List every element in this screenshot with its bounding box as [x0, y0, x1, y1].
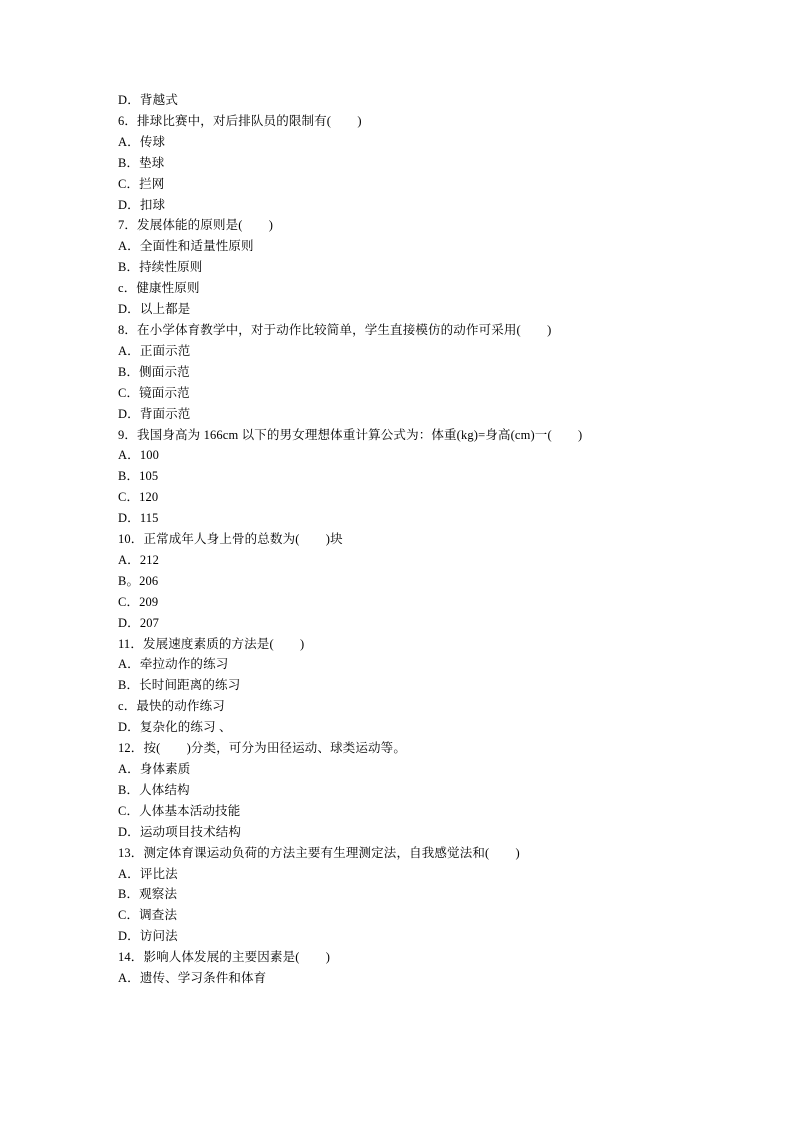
- question-line: 11．发展速度素质的方法是( ): [118, 636, 305, 651]
- option-line: C．调查法: [118, 908, 178, 923]
- option-line: D．扣球: [118, 197, 166, 212]
- option-line: B．长时间距离的练习: [118, 678, 241, 693]
- option-line: C．120: [118, 490, 159, 505]
- option-line: A．传球: [118, 134, 166, 149]
- option-line: A．遗传、学习条件和体育: [118, 971, 267, 986]
- option-line: B．持续性原则: [118, 260, 203, 275]
- option-line: A．评比法: [118, 866, 178, 881]
- option-line: A．全面性和适量性原则: [118, 239, 254, 254]
- question-line: 14．影响人体发展的主要因素是( ): [118, 950, 331, 965]
- option-line: D．背面示范: [118, 406, 191, 421]
- option-line: D．以上都是: [118, 302, 191, 317]
- option-line: B．垫球: [118, 155, 165, 170]
- question-line: 7．发展体能的原则是( ): [118, 218, 274, 233]
- option-line: D．访问法: [118, 929, 178, 944]
- question-line: 6．排球比赛中，对后排队员的限制有( ): [118, 113, 362, 128]
- option-line: C．人体基本活动技能: [118, 803, 241, 818]
- question-line: 8．在小学体育教学中，对于动作比较简单，学生直接模仿的动作可采用( ): [118, 322, 552, 337]
- option-line: C．拦网: [118, 176, 165, 191]
- option-line: D．复杂化的练习 、: [118, 720, 232, 735]
- option-line: D．运动项目技术结构: [118, 824, 242, 839]
- option-line: B．观察法: [118, 887, 178, 902]
- option-line: B．105: [118, 469, 159, 484]
- question-line: 13．测定体育课运动负荷的方法主要有生理测定法，自我感觉法和( ): [118, 845, 520, 860]
- question-line: 9．我国身高为 166cm 以下的男女理想体重计算公式为：体重(kg)=身高(cm)一( ): [118, 427, 583, 442]
- option-line: A．正面示范: [118, 343, 191, 358]
- option-line: A．100: [118, 448, 160, 463]
- option-line: B。206: [118, 573, 159, 588]
- exam-question-list: [118, 90, 674, 989]
- option-line: c．最快的动作练习: [118, 699, 225, 714]
- option-line: D．背越式: [118, 93, 179, 107]
- option-line: A．身体素质: [118, 762, 191, 776]
- option-line: A．212: [118, 552, 160, 567]
- question-line: 12．按( )分类，可分为田径运动、球类运动等。: [118, 741, 406, 756]
- option-line: C．209: [118, 594, 159, 609]
- option-line: D．115: [118, 511, 159, 526]
- option-line: A．牵拉动作的练习: [118, 657, 229, 672]
- option-line: c．健康性原则: [118, 281, 200, 296]
- option-line: B．人体结构: [118, 782, 190, 797]
- option-line: D．207: [118, 615, 160, 630]
- question-line: 10．正常成年人身上骨的总数为( )块: [118, 532, 343, 547]
- option-line: C．镜面示范: [118, 385, 190, 400]
- option-line: B．侧面示范: [118, 364, 190, 379]
